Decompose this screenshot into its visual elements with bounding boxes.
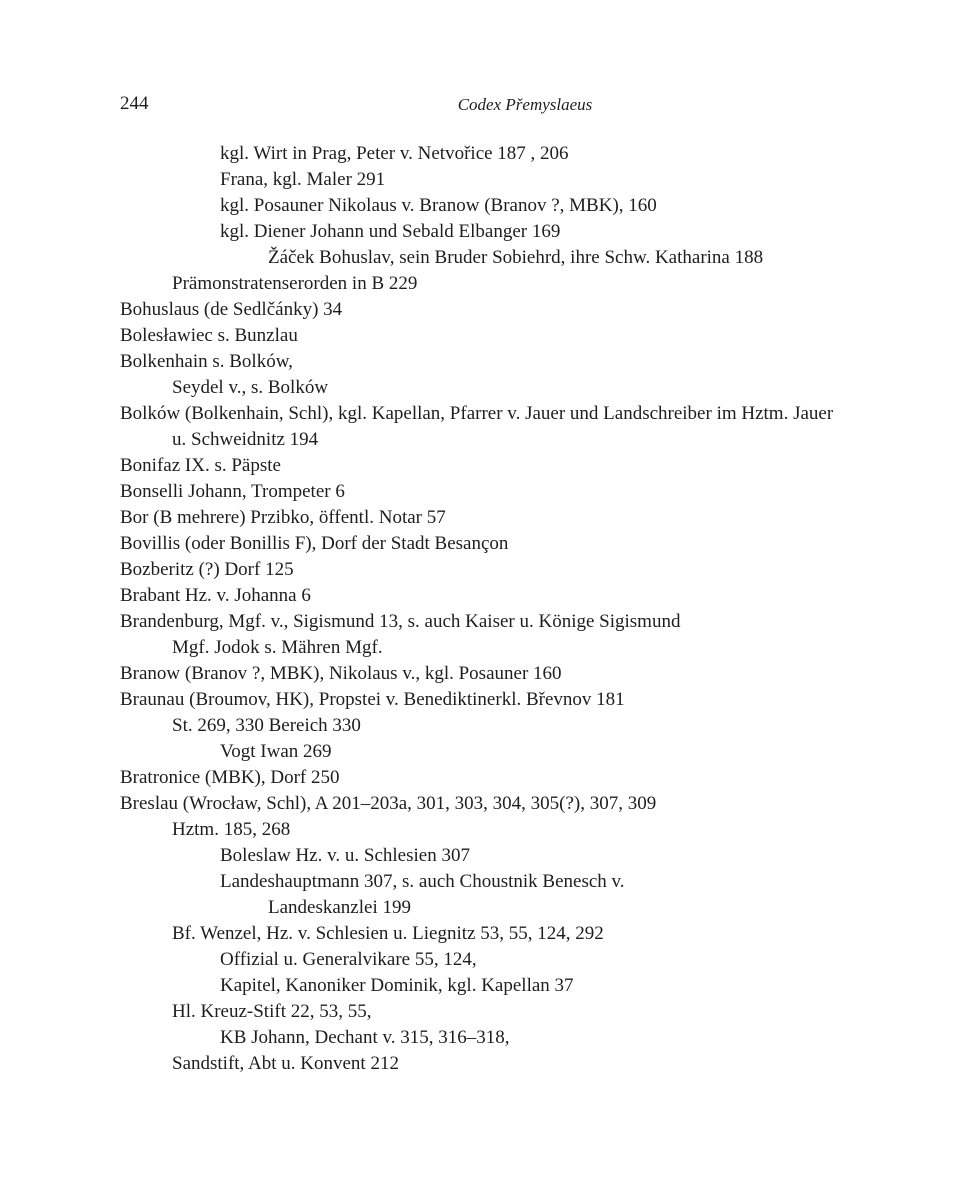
running-title: Codex Přemyslaeus: [457, 95, 593, 114]
index-entry: Kapitel, Kanoniker Dominik, kgl. Kapellan 37: [220, 975, 574, 996]
index-entry: kgl. Diener Johann und Sebald Elbanger 169: [220, 221, 561, 242]
index-entry: Mgf. Jodok s. Mähren Mgf.: [172, 637, 383, 658]
index-entry: Sandstift, Abt u. Konvent 212: [172, 1053, 399, 1074]
index-entry: Breslau (Wrocław, Schl), A 201–203a, 301, 303, 304, 305(?), 307, 309: [120, 793, 657, 814]
index-entry: Bratronice (MBK), Dorf 250: [120, 767, 340, 788]
index-entry: Bolesławiec s. Bunzlau: [120, 325, 298, 346]
index-entry: Brabant Hz. v. Johanna 6: [120, 585, 311, 606]
index-entry: Vogt Iwan 269: [220, 741, 332, 762]
index-entry: Bohuslaus (de Sedlčánky) 34: [120, 299, 343, 320]
index-entry: kgl. Posauner Nikolaus v. Branow (Branov ?, MBK), 160: [220, 195, 657, 216]
index-entry: Offizial u. Generalvikare 55, 124,: [220, 949, 477, 970]
index-entry: Hl. Kreuz-Stift 22, 53, 55,: [172, 1001, 372, 1022]
index-entry: Braunau (Broumov, HK), Propstei v. Benediktinerkl. Břevnov 181: [120, 689, 625, 710]
index-entry: Hztm. 185, 268: [172, 819, 291, 840]
index-entry: Boleslaw Hz. v. u. Schlesien 307: [220, 845, 470, 866]
index-entry: Bovillis (oder Bonillis F), Dorf der Stadt Besançon: [120, 533, 509, 554]
index-entry: Prämonstratenserorden in B 229: [172, 273, 418, 294]
index-entry: Bonifaz IX. s. Päpste: [120, 455, 281, 476]
index-entry: Brandenburg, Mgf. v., Sigismund 13, s. auch Kaiser u. Könige Sigismund: [120, 611, 681, 632]
index-entry: Landeskanzlei 199: [268, 897, 411, 918]
index-entry: Branow (Branov ?, MBK), Nikolaus v., kgl. Posauner 160: [120, 663, 562, 684]
index-entry: Frana, kgl. Maler 291: [220, 169, 386, 190]
index-entry: KB Johann, Dechant v. 315, 316–318,: [220, 1027, 510, 1048]
index-entry: Bor (B mehrere) Przibko, öffentl. Notar 57: [120, 507, 446, 528]
index-entry: Bf. Wenzel, Hz. v. Schlesien u. Liegnitz 53, 55, 124, 292: [172, 923, 604, 944]
index-entry: kgl. Wirt in Prag, Peter v. Netvořice 187 , 206: [220, 143, 569, 164]
index-entry: Žáček Bohuslav, sein Bruder Sobiehrd, ihre Schw. Katharina 188: [268, 247, 764, 268]
index-entry: St. 269, 330 Bereich 330: [172, 715, 361, 736]
index-entry: Seydel v., s. Bolków: [172, 377, 329, 398]
page-header: [120, 93, 840, 119]
index-entries: [120, 141, 840, 1077]
index-entry: Bolków (Bolkenhain, Schl), kgl. Kapellan, Pfarrer v. Jauer und Landschreiber im Hztm. Jauer u. Schweidnitz 194: [120, 403, 834, 450]
page-number: 244: [120, 93, 149, 114]
index-entry: Bozberitz (?) Dorf 125: [120, 559, 294, 580]
index-entry: Bonselli Johann, Trompeter 6: [120, 481, 345, 502]
index-entry: Bolkenhain s. Bolków,: [120, 351, 293, 372]
index-entry: Landeshauptmann 307, s. auch Choustnik Benesch v.: [220, 871, 625, 892]
